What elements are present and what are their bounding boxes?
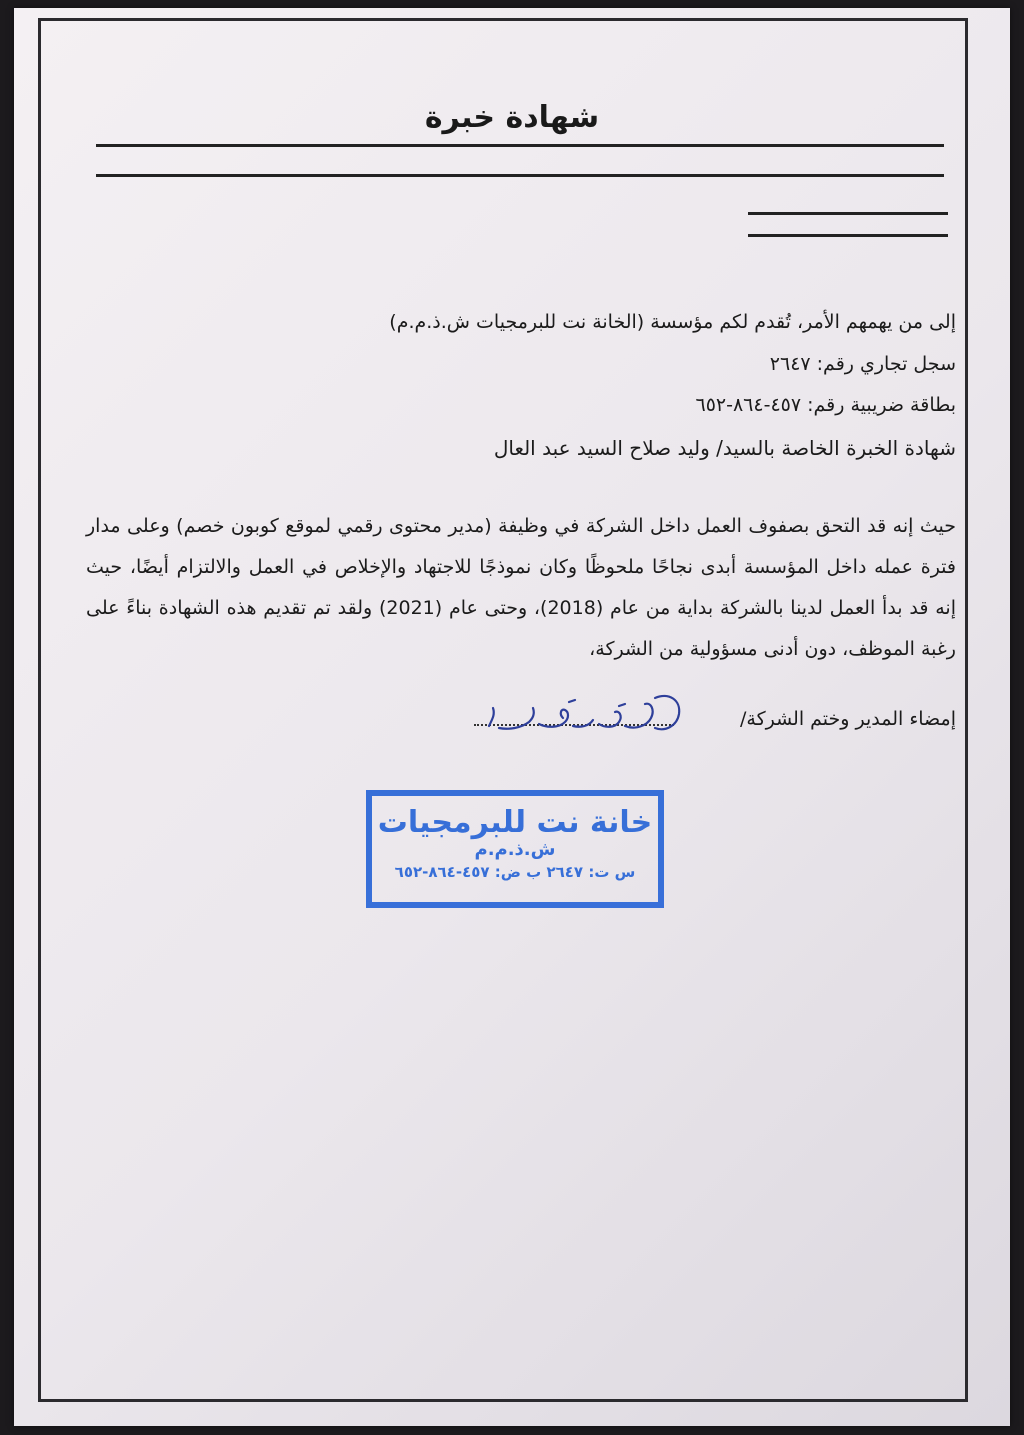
short-rule-top xyxy=(748,212,948,215)
certificate-holder: شهادة الخبرة الخاصة بالسيد/ وليد صلاح السيد عبد العال xyxy=(493,436,956,460)
signature-label: إمضاء المدير وختم الشركة/ xyxy=(739,708,956,730)
stamp-registration: س ت: ٢٦٤٧ ب ض: ٤٥٧-٨٦٤-٦٥٢ xyxy=(394,863,636,881)
handwritten-signature xyxy=(469,678,684,748)
title-rule-top xyxy=(96,144,944,147)
stamp-company-type: ش.ذ.م.م xyxy=(474,839,556,860)
body-paragraph: حيث إنه قد التحق بصفوف العمل داخل الشركة في وظيفة (مدير محتوى رقمي لموقع كوبون خصم) وعلى مدار فترة عمله داخل المؤسسة أبدى نجاحًا ملحوظًا وكان نموذجًا للاجتهاد والإخلاص في العمل والالتزام أيضًا، حيث إنه قد بدأ العمل لدينا بالشركة بداية من عام (2018)، وحتى عام (2021) ولقد تم تقديم هذه الشهادة بناءً على رغبة الموظف، دون أدنى مسؤولية من الشركة، xyxy=(86,515,956,660)
document-title: شهادة خبرة xyxy=(424,100,600,135)
title-rule-bottom xyxy=(96,174,944,177)
recipient-line: إلى من يهمهم الأمر، تُقدم لكم مؤسسة (الخانة نت للبرمجيات ش.ذ.م.م) xyxy=(389,311,956,333)
short-rule-bottom xyxy=(748,234,948,237)
tax-card: بطاقة ضريبية رقم: ٤٥٧-٨٦٤-٦٥٢ xyxy=(695,394,956,416)
stamp-company-name: خانة نت للبرمجيات xyxy=(377,805,653,840)
commercial-register: سجل تجاري رقم: ٢٦٤٧ xyxy=(769,353,956,375)
company-stamp xyxy=(366,790,664,908)
certificate-paper xyxy=(14,8,1010,1426)
